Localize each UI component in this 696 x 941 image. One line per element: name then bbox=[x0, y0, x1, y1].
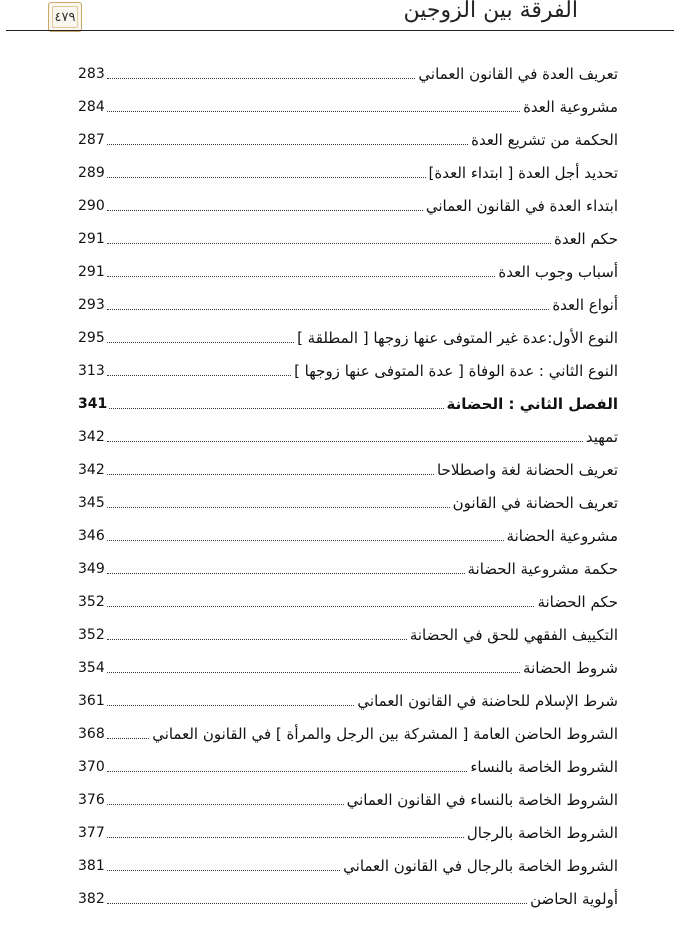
toc-entry-title: مشروعية الحضانة bbox=[506, 526, 618, 545]
toc-dot-leader bbox=[107, 309, 550, 310]
toc-entry-page: 291 bbox=[78, 230, 105, 247]
toc-dot-leader bbox=[107, 210, 423, 211]
toc-row bbox=[78, 288, 618, 321]
toc-entry-page: 370 bbox=[78, 758, 105, 775]
toc-entry-page: 295 bbox=[78, 329, 105, 346]
toc-entry-page: 341 bbox=[78, 395, 108, 412]
toc-row bbox=[78, 420, 618, 453]
toc-entry-title: شرط الإسلام للحاضنة في القانون العماني bbox=[357, 691, 618, 710]
toc-entry-page: 368 bbox=[78, 725, 105, 742]
toc-entry-page: 284 bbox=[78, 98, 105, 115]
toc-row bbox=[78, 618, 618, 651]
toc-entry-title: الشروط الخاصة بالنساء bbox=[470, 757, 618, 776]
toc-dot-leader bbox=[107, 144, 468, 145]
toc-entry-page: 313 bbox=[78, 362, 105, 379]
toc-entry-title: الحكمة من تشريع العدة bbox=[471, 130, 618, 149]
toc-entry-title: أولوية الحاضن bbox=[530, 889, 618, 908]
toc-entry-title: مشروعية العدة bbox=[523, 97, 618, 116]
toc-row bbox=[78, 156, 618, 189]
toc-row bbox=[78, 552, 618, 585]
toc-entry-page: 291 bbox=[78, 263, 105, 280]
toc-entry-title: التكييف الفقهي للحق في الحضانة bbox=[409, 625, 618, 644]
toc-entry-page: 382 bbox=[78, 890, 105, 907]
toc-entry-title: ابتداء العدة في القانون العماني bbox=[425, 196, 618, 215]
toc-row bbox=[78, 354, 618, 387]
toc-dot-leader bbox=[107, 177, 426, 178]
toc-entry-title: النوع الأول:عدة غير المتوفى عنها زوجها [ المطلقة ] bbox=[297, 328, 618, 347]
toc-row bbox=[78, 255, 618, 288]
toc-row bbox=[78, 90, 618, 123]
toc-dot-leader bbox=[107, 738, 149, 739]
toc-entry-title: أسباب وجوب العدة bbox=[498, 262, 618, 281]
toc-entry-title: الفصل الثاني : الحضانة bbox=[446, 394, 618, 413]
running-title: الفرقة بين الزوجين bbox=[403, 0, 578, 23]
toc-dot-leader bbox=[107, 870, 340, 871]
toc-entry-page: 361 bbox=[78, 692, 105, 709]
toc-entry-title: النوع الثاني : عدة الوفاة [ عدة المتوفى عنها زوجها ] bbox=[294, 361, 618, 380]
toc-entry-page: 287 bbox=[78, 131, 105, 148]
toc-entry-title: حكم العدة bbox=[553, 229, 618, 248]
toc-row bbox=[78, 387, 618, 420]
toc-row bbox=[78, 585, 618, 618]
toc-entry-page: 352 bbox=[78, 626, 105, 643]
toc-row bbox=[78, 222, 618, 255]
toc-dot-leader bbox=[107, 507, 450, 508]
toc-entry-title: الشروط الحاضن العامة [ المشركة بين الرجل والمرأة ] في القانون العماني bbox=[152, 724, 618, 743]
toc-entry-page: 381 bbox=[78, 857, 105, 874]
toc-row bbox=[78, 57, 618, 90]
toc-dot-leader bbox=[107, 276, 496, 277]
toc-row bbox=[78, 189, 618, 222]
toc-entry-page: 283 bbox=[78, 65, 105, 82]
toc-entry-title: تمهيد bbox=[585, 427, 618, 446]
toc-dot-leader bbox=[107, 573, 465, 574]
toc-row bbox=[78, 486, 618, 519]
toc-dot-leader bbox=[107, 78, 416, 79]
toc-dot-leader bbox=[107, 606, 535, 607]
toc-dot-leader bbox=[109, 408, 443, 409]
toc-entry-page: 342 bbox=[78, 428, 105, 445]
toc-dot-leader bbox=[107, 375, 291, 376]
toc-entry-page: 349 bbox=[78, 560, 105, 577]
toc-entry-title: الشروط الخاصة بالرجال في القانون العماني bbox=[343, 856, 618, 875]
header-rule bbox=[6, 30, 674, 31]
toc-dot-leader bbox=[107, 342, 294, 343]
table-of-contents bbox=[78, 57, 618, 915]
toc-entry-page: 377 bbox=[78, 824, 105, 841]
toc-dot-leader bbox=[107, 111, 520, 112]
toc-row bbox=[78, 717, 618, 750]
toc-row bbox=[78, 882, 618, 915]
toc-dot-leader bbox=[107, 705, 355, 706]
toc-row bbox=[78, 684, 618, 717]
toc-entry-page: 289 bbox=[78, 164, 105, 181]
page-header bbox=[0, 0, 696, 34]
toc-dot-leader bbox=[107, 672, 520, 673]
toc-entry-title: تعريف العدة في القانون العماني bbox=[418, 64, 618, 83]
toc-dot-leader bbox=[107, 441, 583, 442]
toc-dot-leader bbox=[107, 474, 434, 475]
toc-dot-leader bbox=[107, 804, 344, 805]
toc-row bbox=[78, 816, 618, 849]
toc-entry-page: 293 bbox=[78, 296, 105, 313]
toc-entry-title: تحديد أجل العدة [ ابتداء العدة] bbox=[428, 163, 618, 182]
toc-entry-title: الشروط الخاصة بالرجال bbox=[466, 823, 618, 842]
toc-entry-page: 342 bbox=[78, 461, 105, 478]
toc-entry-title: تعريف الحضانة لغة واصطلاحا bbox=[436, 460, 618, 479]
toc-dot-leader bbox=[107, 837, 464, 838]
toc-entry-page: 346 bbox=[78, 527, 105, 544]
toc-dot-leader bbox=[107, 639, 407, 640]
toc-row bbox=[78, 123, 618, 156]
page-number: ٤٧٩ bbox=[54, 9, 76, 25]
toc-dot-leader bbox=[107, 771, 468, 772]
toc-entry-title: تعريف الحضانة في القانون bbox=[452, 493, 618, 512]
toc-row bbox=[78, 453, 618, 486]
toc-entry-page: 290 bbox=[78, 197, 105, 214]
toc-dot-leader bbox=[107, 903, 527, 904]
toc-row bbox=[78, 651, 618, 684]
toc-row bbox=[78, 519, 618, 552]
toc-dot-leader bbox=[107, 243, 551, 244]
toc-entry-title: الشروط الخاصة بالنساء في القانون العماني bbox=[346, 790, 618, 809]
toc-entry-page: 345 bbox=[78, 494, 105, 511]
page-number-badge bbox=[48, 2, 82, 32]
toc-row bbox=[78, 783, 618, 816]
toc-entry-page: 354 bbox=[78, 659, 105, 676]
toc-entry-page: 352 bbox=[78, 593, 105, 610]
toc-entry-title: حكمة مشروعية الحضانة bbox=[467, 559, 618, 578]
toc-dot-leader bbox=[107, 540, 504, 541]
toc-entry-page: 376 bbox=[78, 791, 105, 808]
toc-entry-title: حكم الحضانة bbox=[537, 592, 618, 611]
toc-row bbox=[78, 849, 618, 882]
toc-entry-title: شروط الحضانة bbox=[523, 658, 618, 677]
toc-row bbox=[78, 321, 618, 354]
toc-row bbox=[78, 750, 618, 783]
toc-entry-title: أنواع العدة bbox=[552, 295, 618, 314]
